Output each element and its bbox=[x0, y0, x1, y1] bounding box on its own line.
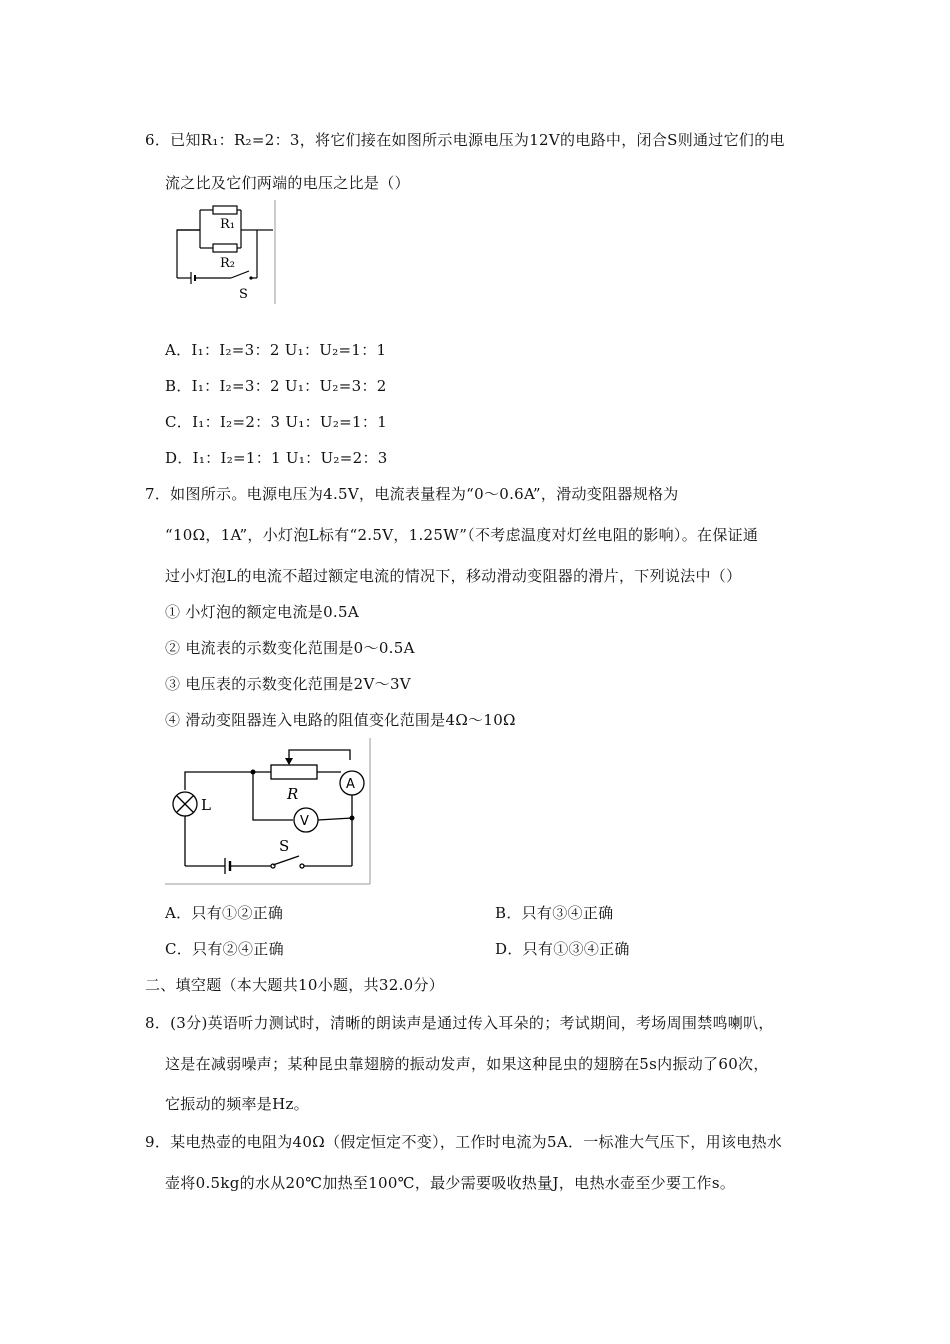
lamp-label: L bbox=[201, 796, 211, 814]
switch-label: S bbox=[239, 287, 248, 302]
q7-stem-line3: 过小灯泡L的电流不超过额定电流的情况下，移动滑动变阻器的滑片，下列说法中（） bbox=[165, 567, 742, 585]
q6-circuit-figure bbox=[165, 200, 280, 304]
q7-option-d: D．只有①③④正确 bbox=[495, 940, 630, 958]
switch-icon bbox=[231, 271, 249, 278]
q7-option-a: A．只有①②正确 bbox=[165, 904, 284, 922]
rheostat-resistor bbox=[271, 765, 317, 779]
q7-circuit-figure bbox=[165, 738, 375, 886]
r1-label: R₁ bbox=[220, 217, 235, 232]
q6-option-d: D．I₁：I₂=1：1 U₁：U₂=2：3 bbox=[165, 449, 388, 467]
q7-statement-3: ③ 电压表的示数变化范围是2V～3V bbox=[165, 675, 411, 693]
ammeter-label: A bbox=[346, 777, 355, 792]
q7-stem-line2: “10Ω，1A”，小灯泡L标有“2.5V，1.25W”（不考虑温度对灯丝电阻的影响）。在保证通 bbox=[165, 526, 759, 544]
switch-icon bbox=[273, 856, 299, 865]
q6-option-b: B．I₁：I₂=3：2 U₁：U₂=3：2 bbox=[165, 377, 387, 395]
voltmeter-label: V bbox=[300, 814, 309, 829]
q6-option-c: C．I₁：I₂=2：3 U₁：U₂=1：1 bbox=[165, 413, 388, 431]
r2-label: R₂ bbox=[220, 256, 235, 271]
q9-stem-line1: 9．某电热壶的电阻为40Ω（假定恒定不变），工作时电流为5A．一标准大气压下，用该电热水 bbox=[145, 1133, 783, 1151]
r2-resistor bbox=[213, 244, 237, 252]
q7-statement-2: ② 电流表的示数变化范围是0～0.5A bbox=[165, 639, 415, 657]
q7-option-c: C．只有②④正确 bbox=[165, 940, 284, 958]
q7-statement-4: ④ 滑动变阻器连入电路的阻值变化范围是4Ω～10Ω bbox=[165, 711, 516, 729]
switch-label: S bbox=[279, 837, 290, 855]
r1-resistor bbox=[213, 206, 237, 214]
q7-option-b: B．只有③④正确 bbox=[495, 904, 614, 922]
q8-stem-line2: 这是在减弱噪声；某种昆虫靠翅膀的振动发声，如果这种昆虫的翅膀在5s内振动了60次， bbox=[165, 1055, 769, 1073]
rheostat-label: R bbox=[287, 785, 299, 803]
q8-stem-line3: 它振动的频率是Hz。 bbox=[165, 1095, 309, 1113]
q7-stem-line1: 7．如图所示。电源电压为4.5V，电流表量程为“0～0.6A”，滑动变阻器规格为 bbox=[145, 485, 679, 503]
q6-option-a: A．I₁：I₂=3：2 U₁：U₂=1：1 bbox=[165, 341, 387, 359]
section-heading: 二、填空题（本大题共10小题，共32.0分） bbox=[145, 976, 445, 994]
q9-stem-line2: 壶将0.5kg的水从20℃加热至100℃，最少需要吸收热量J，电热水壶至少要工作s。 bbox=[165, 1174, 736, 1192]
q8-stem-line1: 8．(3分)英语听力测试时，清晰的朗读声是通过传入耳朵的；考试期间，考场周围禁鸣喇叭， bbox=[145, 1014, 774, 1032]
slider-arrow-icon bbox=[285, 758, 293, 765]
q6-stem-line1: 6．已知R₁：R₂=2：3，将它们接在如图所示电源电压为12V的电路中，闭合S则通过它们的电 bbox=[145, 131, 785, 149]
q7-statement-1: ① 小灯泡的额定电流是0.5A bbox=[165, 603, 359, 621]
q6-stem-line2: 流之比及它们两端的电压之比是（） bbox=[165, 174, 410, 192]
